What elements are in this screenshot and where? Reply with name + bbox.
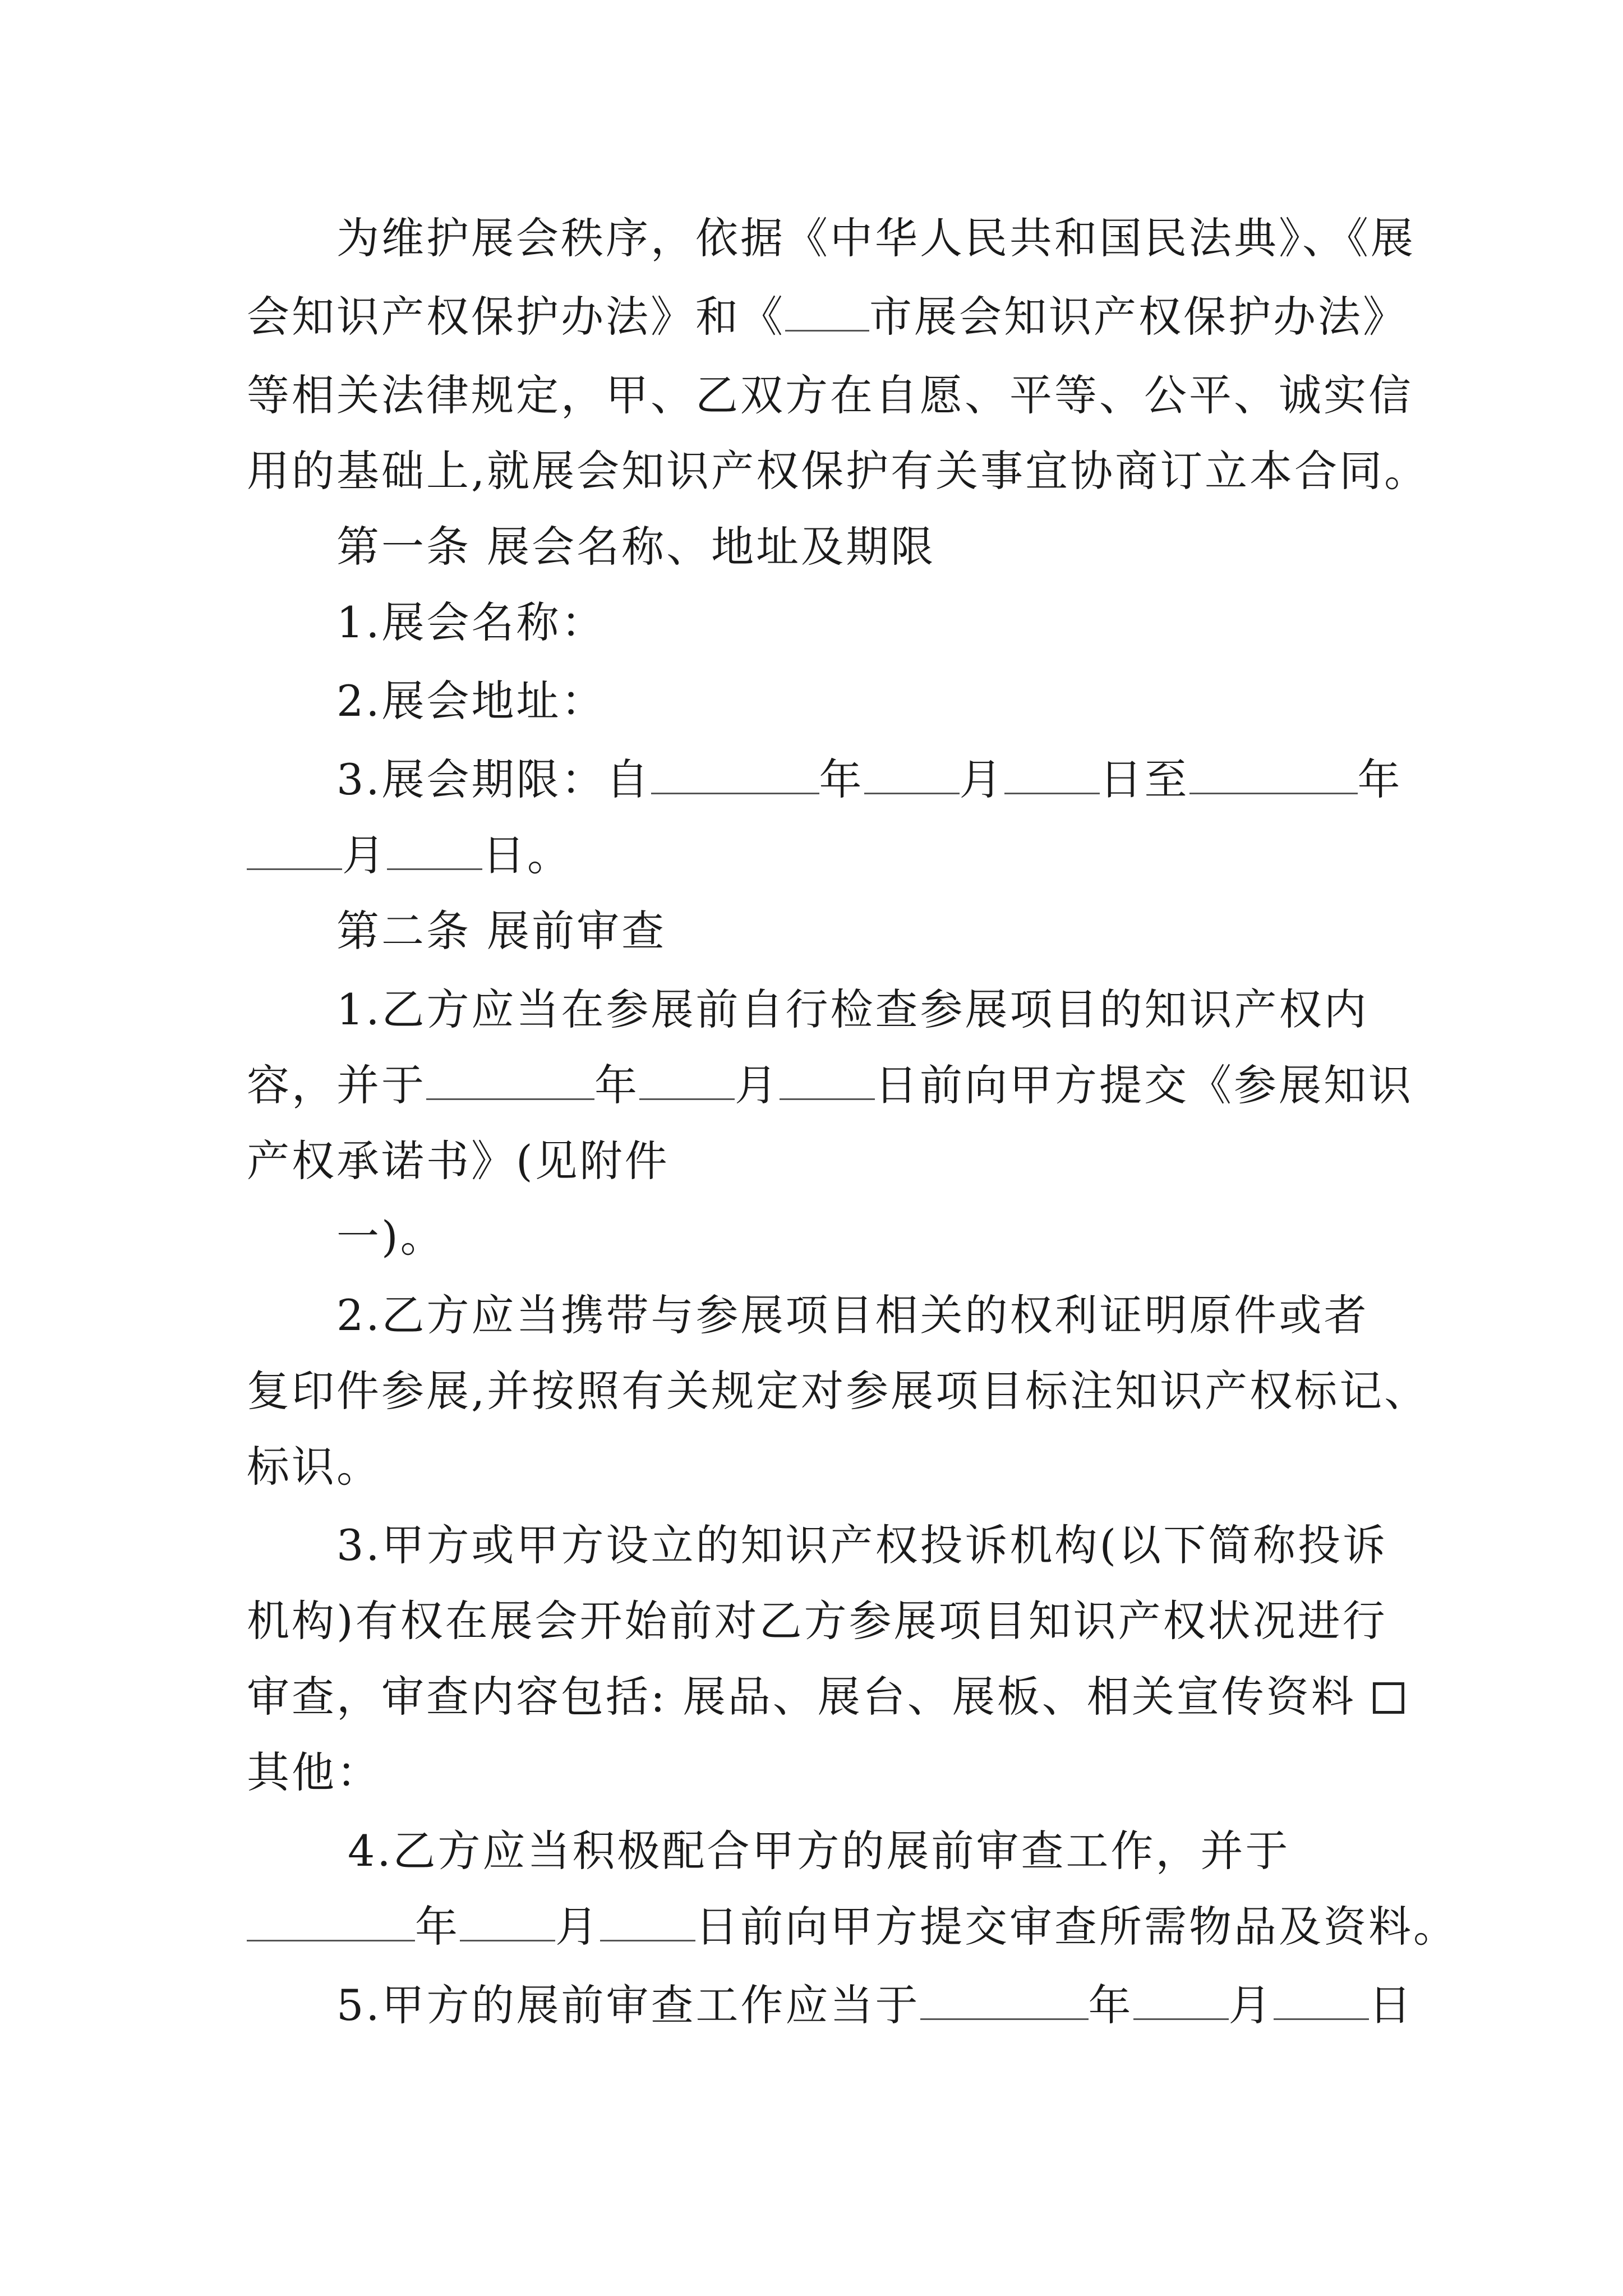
- article-2-item-4-b: 年 月 日前向甲方提交审查所需物品及资料。: [247, 1899, 1391, 1955]
- article-2-item-1-b: 容，并于 年 月 日前向甲方提交《参展知识: [247, 1060, 1413, 1110]
- blank-field[interactable]: [920, 1981, 1089, 2020]
- blank-field[interactable]: [780, 1061, 875, 1100]
- article-2-title: 第二条 展前审查: [336, 906, 667, 956]
- article-2-item-5: 5.甲方的展前审查工作应当于 年 月 日: [336, 1980, 1414, 2030]
- article-1-item-2: 2.展会地址：: [336, 676, 606, 726]
- article-2-item-4-a: 4.乙方应当积极配合甲方的展前审查工作，并于: [348, 1826, 1290, 1876]
- article-1-item-3: 3.展会期限：自 年 月 日至 年: [336, 754, 1403, 804]
- checkbox-icon[interactable]: [1373, 1682, 1404, 1714]
- blank-field[interactable]: [1133, 1981, 1229, 2020]
- article-2-item-2-c: 标识。: [247, 1442, 381, 1492]
- blank-field[interactable]: [600, 1903, 695, 1941]
- article-2-item-3-c: 审查，审查内容包括: 展品、展台、展板、相关宣传资料: [247, 1669, 1391, 1725]
- blank-field[interactable]: [785, 293, 869, 332]
- article-2-item-3-b: 机构)有权在展会开始前对乙方参展项目知识产权状况进行: [247, 1596, 1387, 1646]
- article-2-item-2-b: 复印件参展,并按照有关规定对参展项目标注知识产权标记、: [247, 1366, 1430, 1416]
- article-2-item-3-a: 3.甲方或甲方设立的知识产权投诉机构(以下简称投诉: [336, 1520, 1388, 1570]
- intro-line-2: 会知识产权保护办法》和《 市展会知识产权保护办法》: [247, 292, 1408, 342]
- article-1-title: 第一条 展会名称、地址及期限: [336, 522, 936, 572]
- blank-field[interactable]: [460, 1903, 555, 1941]
- article-2-item-1-e: 一)。: [336, 1212, 445, 1262]
- article-2-item-3-d: 其他：: [247, 1747, 381, 1797]
- article-2-item-1-d: 产权承诺书》(见附件: [247, 1136, 670, 1186]
- blank-field[interactable]: [247, 831, 342, 870]
- intro-line-1: 为维护展会秩序，依据《中华人民共和国民法典》、《展: [336, 213, 1415, 263]
- blank-field[interactable]: [387, 831, 482, 870]
- article-2-item-2-a: 2.乙方应当携带与参展项目相关的权利证明原件或者: [336, 1290, 1369, 1340]
- intro-line-4: 用的基础上,就展会知识产权保护有关事宜协商订立本合同。: [247, 446, 1430, 496]
- blank-field[interactable]: [1274, 1981, 1369, 2020]
- article-2-item-1-a: 1.乙方应当在参展前自行检查参展项目的知识产权内: [336, 984, 1369, 1034]
- article-1-item-1: 1.展会名称：: [336, 597, 606, 647]
- blank-field[interactable]: [247, 1903, 415, 1941]
- blank-field[interactable]: [639, 1061, 735, 1100]
- blank-field[interactable]: [1004, 756, 1100, 794]
- article-1-item-3-cont: 月 日。: [247, 827, 1391, 884]
- blank-field[interactable]: [1189, 756, 1358, 794]
- blank-field[interactable]: [426, 1061, 594, 1100]
- blank-field[interactable]: [651, 756, 819, 794]
- blank-field[interactable]: [864, 756, 960, 794]
- intro-line-3: 等相关法律规定，甲、乙双方在自愿、平等、公平、诚实信: [247, 370, 1413, 420]
